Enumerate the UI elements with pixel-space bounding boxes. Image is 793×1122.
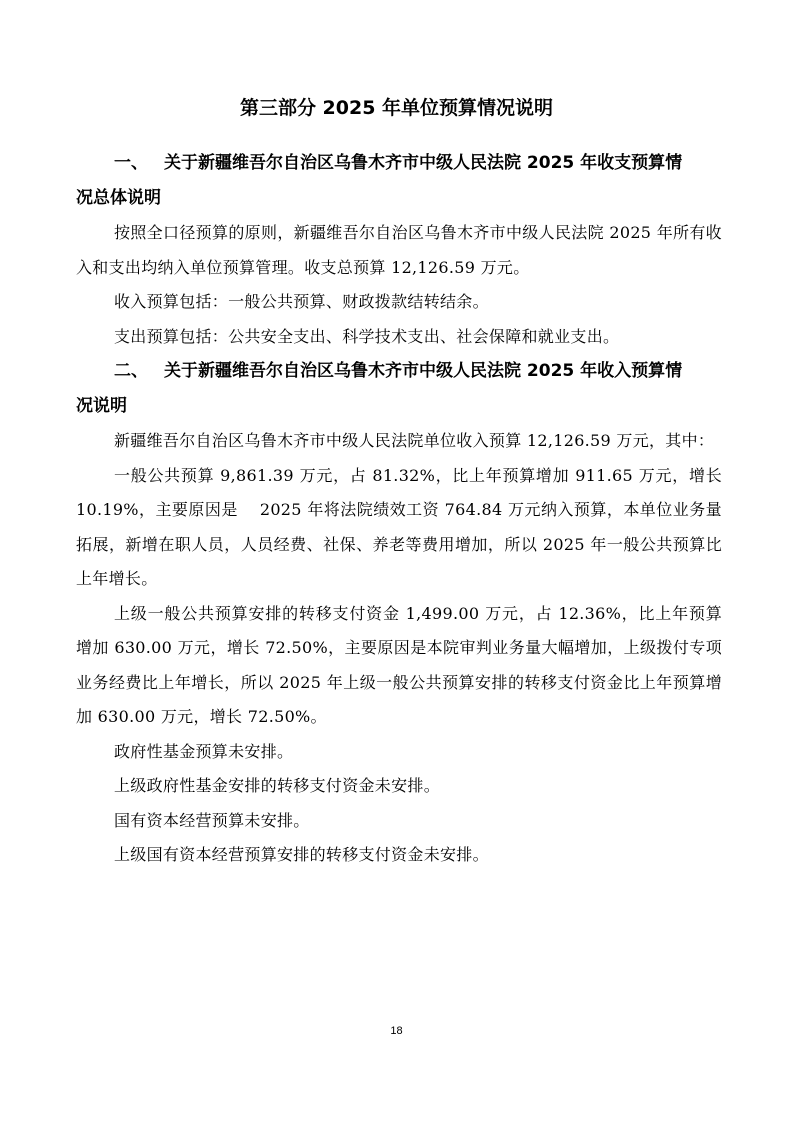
document-body — [76, 146, 722, 873]
section-heading-2 — [76, 354, 722, 424]
paragraph: 上级国有资本经营预算安排的转移支付资金未安排。 — [114, 845, 489, 864]
page-title: 第三部分 2025 年单位预算情况说明 — [239, 97, 554, 119]
section-heading-1-text: 关于新疆维吾尔自治区乌鲁木齐市中级人民法院 2025 年收支预算情 — [164, 153, 683, 173]
section-heading-2-continuation: 况说明 — [76, 396, 127, 416]
section-number-2: 二、 — [114, 361, 148, 381]
section-heading-2-text: 关于新疆维吾尔自治区乌鲁木齐市中级人民法院 2025 年收入预算情 — [164, 361, 683, 381]
paragraph: 支出预算包括：公共安全支出、科学技术支出、社会保障和就业支出。 — [114, 326, 620, 346]
paragraph: 上级一般公共预算安排的转移支付资金 1,499.00 万元，占 12.36%，比上年预算增加 630.00 万元，增长 72.50%，主要原因是本院审判业务量大幅增加，上级拨付专项业务经费比上年增长，所以 2025 年上级一般公共预算安排的转移支付资金比上年预算增加 630.00 万元，增长 72.50%。 — [76, 603, 722, 726]
section-heading-1 — [76, 146, 722, 216]
paragraph: 国有资本经营预算未安排。 — [114, 810, 310, 830]
paragraph: 政府性基金预算未安排。 — [114, 741, 294, 761]
paragraph: 按照全口径预算的原则，新疆维吾尔自治区乌鲁木齐市中级人民法院 2025 年所有收入和支出均纳入单位预算管理。收支总预算 12,126.59 万元。 — [76, 223, 722, 277]
page-number: 18 — [390, 1025, 403, 1037]
paragraph: 新疆维吾尔自治区乌鲁木齐市中级人民法院单位收入预算 12,126.59 万元，其中： — [114, 431, 715, 450]
section-number-1: 一、 — [114, 153, 148, 173]
section-heading-1-continuation: 况总体说明 — [76, 188, 161, 208]
paragraph: 收入预算包括：一般公共预算、财政拨款结转结余。 — [114, 292, 489, 311]
paragraph: 一般公共预算 9,861.39 万元，占 81.32%，比上年预算增加 911.65 万元，增长 10.19%，主要原因是 2025 年将法院绩效工资 764.84 万元纳入预算，本单位业务量拓展，新增在职人员，人员经费、社保、养老等费用增加，所以 2025 年一般公共预算比上年增长。 — [76, 465, 722, 588]
paragraph: 上级政府性基金安排的转移支付资金未安排。 — [114, 776, 441, 795]
